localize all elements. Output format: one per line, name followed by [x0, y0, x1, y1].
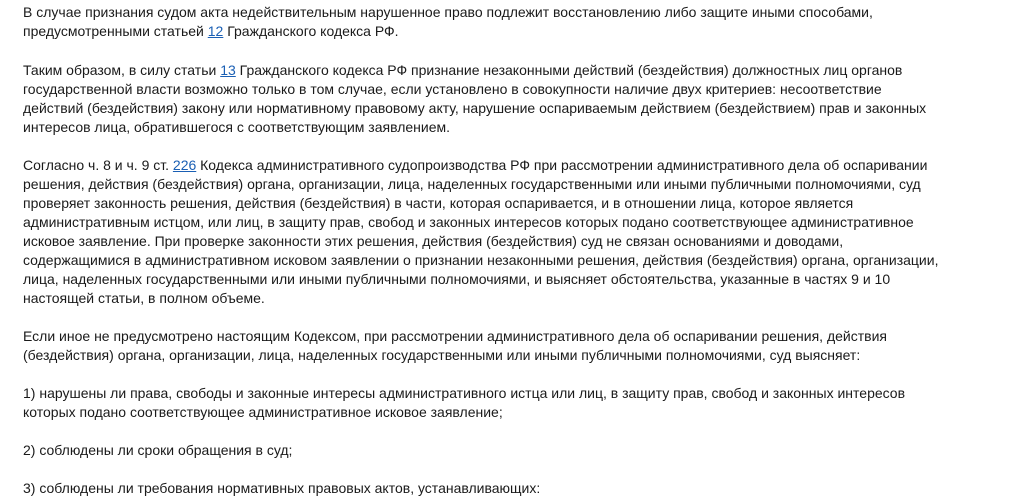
article-12-link[interactable]: 12	[207, 23, 224, 39]
paragraph-1-text-before: В случае признания судом акта недействительным нарушенное право подлежит восстановлению либо защите иными способами, предусмотренными статьей	[23, 4, 873, 39]
paragraph-3-text-before: Согласно ч. 8 и ч. 9 ст.	[23, 157, 173, 173]
paragraph-2-text-after: Гражданского кодекса РФ признание незаконными действий (бездействия) должностных лиц органов государственной власти возможно только в том случае, если установлено в совокупности наличие двух критериев: несоответствие действий (бездействия) закону или нормативному правовому акту, нарушение оспариваемым действием (бездействием) прав и законных интересов лица, обратившегося с соответствующим заявлением.	[23, 62, 927, 135]
list-item-3: 3) соблюдены ли требования нормативных правовых актов, устанавливающих:	[23, 480, 541, 496]
article-13-link[interactable]: 13	[220, 62, 236, 78]
paragraph-1	[23, 3, 873, 41]
paragraph-2	[23, 61, 926, 137]
paragraph-2-text-before: Таким образом, в силу статьи	[23, 62, 221, 78]
article-226-link[interactable]: 226	[172, 157, 197, 173]
list-item-1: 1) нарушены ли права, свободы и законные интересы административного истца или лиц, в защиту прав, свобод и законных интересов которых подано соответствующее административное исковое заявление;	[23, 385, 906, 420]
paragraph-3-text-after: Кодекса административного судопроизводства РФ при рассмотрении административного дела об оспаривании решения, действия (бездействия) органа, организации, лица, наделенных государственными или иными публичными полномочиями, суд проверяет законность решения, действия (бездействия) в части, которая оспаривается, и в отношении лица, которое является административным истцом, или лиц, в защиту прав, свобод и законных интересов которых подано соответствующее административное исковое заявление. При проверке законности этих решения, действия (бездействия) суд не связан основаниями и доводами, содержащимися в административном исковом заявлении о признании незаконными решения, действия (бездействия) органа, организации, лица, наделенных государственными или иными публичными полномочиями, и выясняет обстоятельства, указанные в частях 9 и 10 настоящей статьи, в полном объеме.	[23, 157, 939, 306]
list-item-2: 2) соблюдены ли сроки обращения в суд;	[23, 442, 293, 458]
paragraph-4: Если иное не предусмотрено настоящим Кодексом, при рассмотрении административного дела об оспаривании решения, действия (бездействия) органа, организации, лица, наделенных государственными или иными публичными полномочиями, суд выясняет:	[23, 328, 887, 363]
paragraph-3	[23, 156, 938, 308]
paragraph-1-text-after: Гражданского кодекса РФ.	[223, 23, 399, 39]
